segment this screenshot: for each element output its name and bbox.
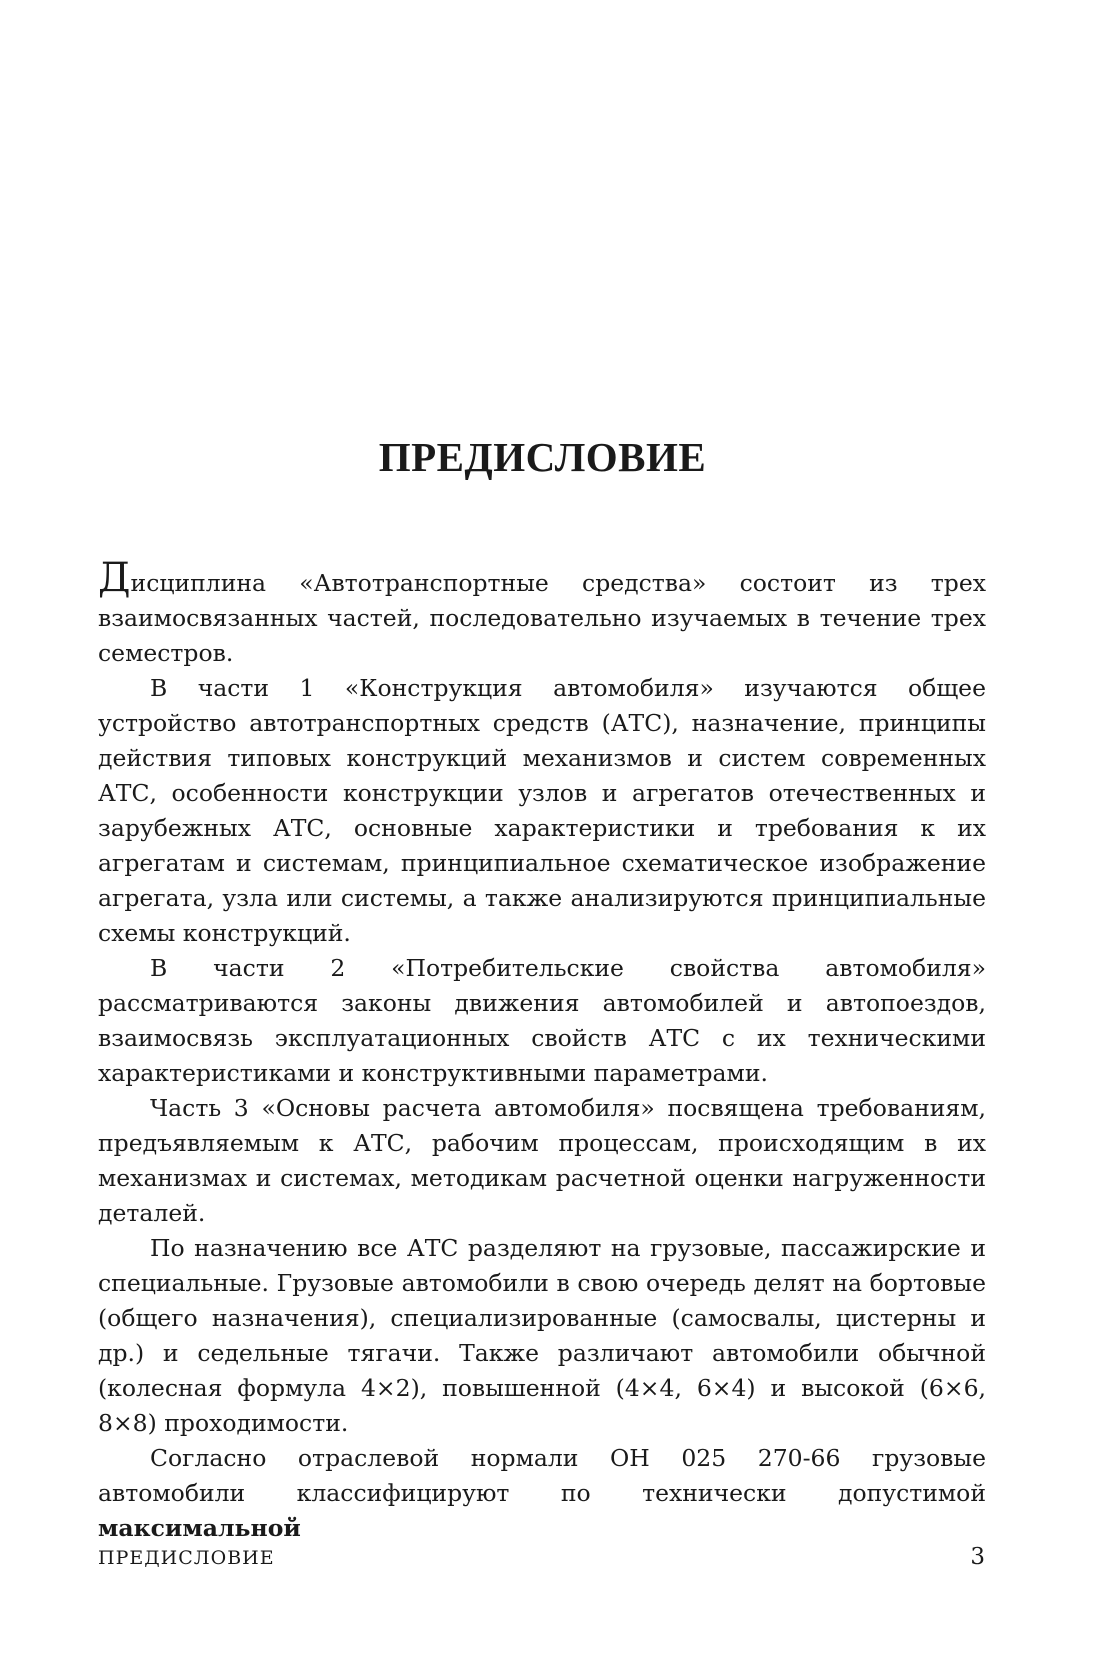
page-title: ПРЕДИСЛОВИЕ <box>378 434 707 480</box>
paragraph-1: Дисциплина «Автотранспортные средства» состоит из трех взаимосвязанных частей, последовательно изучаемых в течение трех семестров. <box>98 555 986 667</box>
page-number: 3 <box>970 1544 986 1570</box>
paragraph-2: В части 1 «Конструкция автомобиля» изучаются общее устройство автотранспортных средств (АТС), назначение, принципы действия типовых конструкций механизмов и систем современных АТС, особенности конструкции узлов и агрегатов отечественных и зарубежных АТС, основные характеристики и требования к их агрегатам и системам, принципиальное схематическое изображение агрегата, узла или системы, а также анализируются принципиальные схемы конструкций. <box>98 674 986 947</box>
running-footer-title: ПРЕДИСЛОВИЕ <box>98 1547 275 1569</box>
body-text <box>98 555 986 1546</box>
paragraph-6-bold-word: максимальной <box>98 1514 301 1542</box>
paragraph-6 <box>98 1441 986 1546</box>
paragraph-4: Часть 3 «Основы расчета автомобиля» посвящена требованиям, предъявляемым к АТС, рабочим процессам, происходящим в их механизмах и системах, методикам расчетной оценки нагруженности деталей. <box>98 1094 986 1227</box>
paragraph-6-text: Согласно отраслевой нормали ОН 025 270-66 грузовые автомобили классифицируют по технически допустимой <box>98 1444 986 1507</box>
paragraph-3: В части 2 «Потребительские свойства автомобиля» рассматриваются законы движения автомобилей и автопоездов, взаимосвязь эксплуатационных свойств АТС с их техническими характеристиками и конструктивными параметрами. <box>98 954 986 1087</box>
paragraph-5: По назначению все АТС разделяют на грузовые, пассажирские и специальные. Грузовые автомобили в свою очередь делят на бортовые (общего назначения), специализированные (самосвалы, цистерны и др.) и седельные тягачи. Также различают автомобили обычной (колесная формула 4×2), повышенной (4×4, 6×4) и высокой (6×6, 8×8) проходимости. <box>98 1234 986 1437</box>
